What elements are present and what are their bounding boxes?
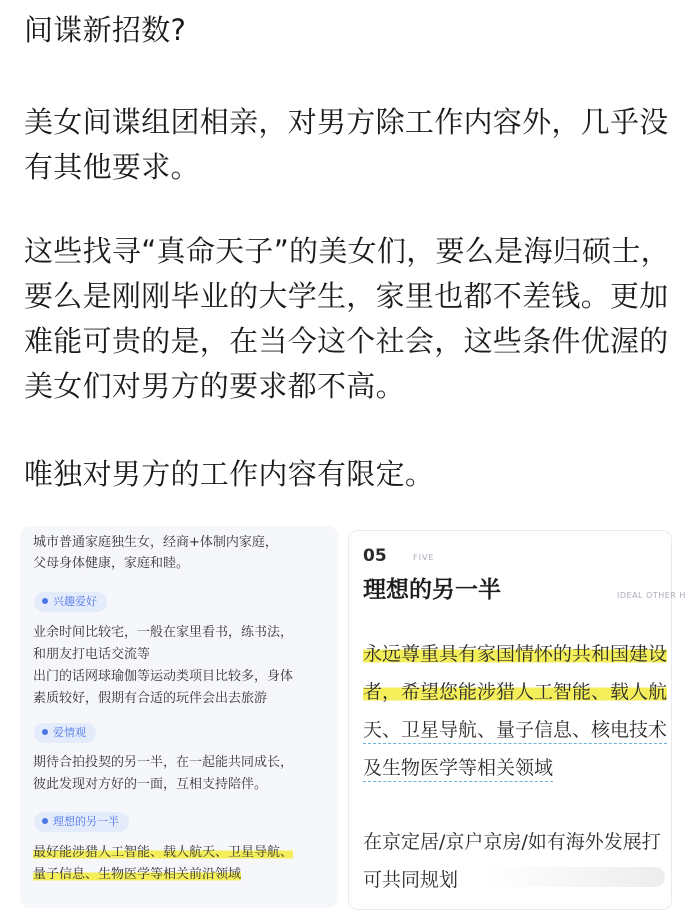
- intro-line-1: 城市普通家庭独生女，经商+体制内家庭，: [33, 535, 278, 550]
- post-paragraph-4: 唯独对男方的工作内容有限定。: [24, 457, 435, 491]
- hobby-line-4: 素质较好，假期有合适的玩伴会出去旅游: [33, 691, 268, 706]
- right-line-4-text: 及生物医学等相关领域: [363, 757, 553, 782]
- right-line-6-text: 可共同规划: [363, 869, 459, 891]
- right-line-1-text: 永远尊重具有家国情怀的共和国建设: [363, 643, 668, 665]
- tag-dot-icon: [42, 598, 48, 604]
- attached-image[interactable]: [20, 526, 686, 908]
- love-line-2: 彼此发现对方好的一面，互相支持陪伴。: [33, 777, 268, 792]
- tag-dot-icon: [42, 818, 48, 824]
- tag-love-label: 爱情观: [53, 726, 86, 739]
- post-paragraph-2: 美女间谍组团相亲，对男方除工作内容外，几乎没有其他要求。: [24, 105, 669, 184]
- right-line-3: [363, 715, 667, 742]
- tag-hobby: [34, 592, 107, 612]
- ideal-line-1-text: 最好能涉猎人工智能、载人航天、卫星导航、: [33, 845, 294, 860]
- right-line-5-text: 在京定居/京户京房/如有海外发展打: [363, 831, 661, 853]
- right-line-2-text: 者，希望您能涉猎人工智能、载人航: [363, 681, 668, 703]
- ideal-line-2: [33, 864, 241, 886]
- tag-hobby-label: 兴趣爱好: [53, 595, 97, 608]
- section-title: 理想的另一半: [363, 577, 501, 603]
- hobby-line-1: 业余时间比较宅，一般在家里看书，练书法，: [33, 625, 294, 640]
- love-line-1: 期待合拍投契的另一半，在一起能共同成长，: [33, 755, 294, 770]
- hobby-line-3: 出门的话网球瑜伽等运动类项目比较多，身体: [33, 669, 294, 684]
- ideal-line-2-text: 量子信息、生物医学等相关前沿领域: [33, 867, 242, 882]
- post-paragraph-1: 间谍新招数?: [24, 13, 187, 47]
- watermark-shape: [485, 867, 665, 887]
- tag-love: [34, 723, 96, 743]
- right-line-5: [363, 827, 661, 854]
- post-paragraph-3: 这些找寻“真命天子”的美女们，要么是海归硕士，要么是刚刚毕业的大学生，家里也都不差钱。更加难能可贵的是，在当今这个社会，这些条件优渥的美女们对男方的要求都不高。: [24, 234, 670, 403]
- right-line-6: [363, 865, 458, 892]
- profile-card-right: [348, 530, 686, 910]
- right-line-3-text: 天、卫星导航、量子信息、核电技术: [363, 719, 667, 744]
- profile-card-left: [20, 526, 338, 908]
- tag-ideal-label: 理想的另一半: [53, 815, 119, 828]
- intro-line-2: 父母身体健康，家庭和睦。: [33, 556, 190, 571]
- section-number: 05: [363, 546, 387, 566]
- tag-ideal: [34, 812, 129, 832]
- right-line-1: [363, 639, 667, 666]
- section-number-sub: FIVE: [413, 553, 435, 562]
- right-line-2: [363, 677, 667, 704]
- section-subtitle: IDEAL OTHER H: [617, 591, 686, 600]
- tag-dot-icon: [42, 729, 48, 735]
- right-line-4: [363, 753, 553, 780]
- ideal-line-1: [33, 842, 293, 864]
- hobby-line-2: 和朋友打电话交流等: [33, 647, 151, 662]
